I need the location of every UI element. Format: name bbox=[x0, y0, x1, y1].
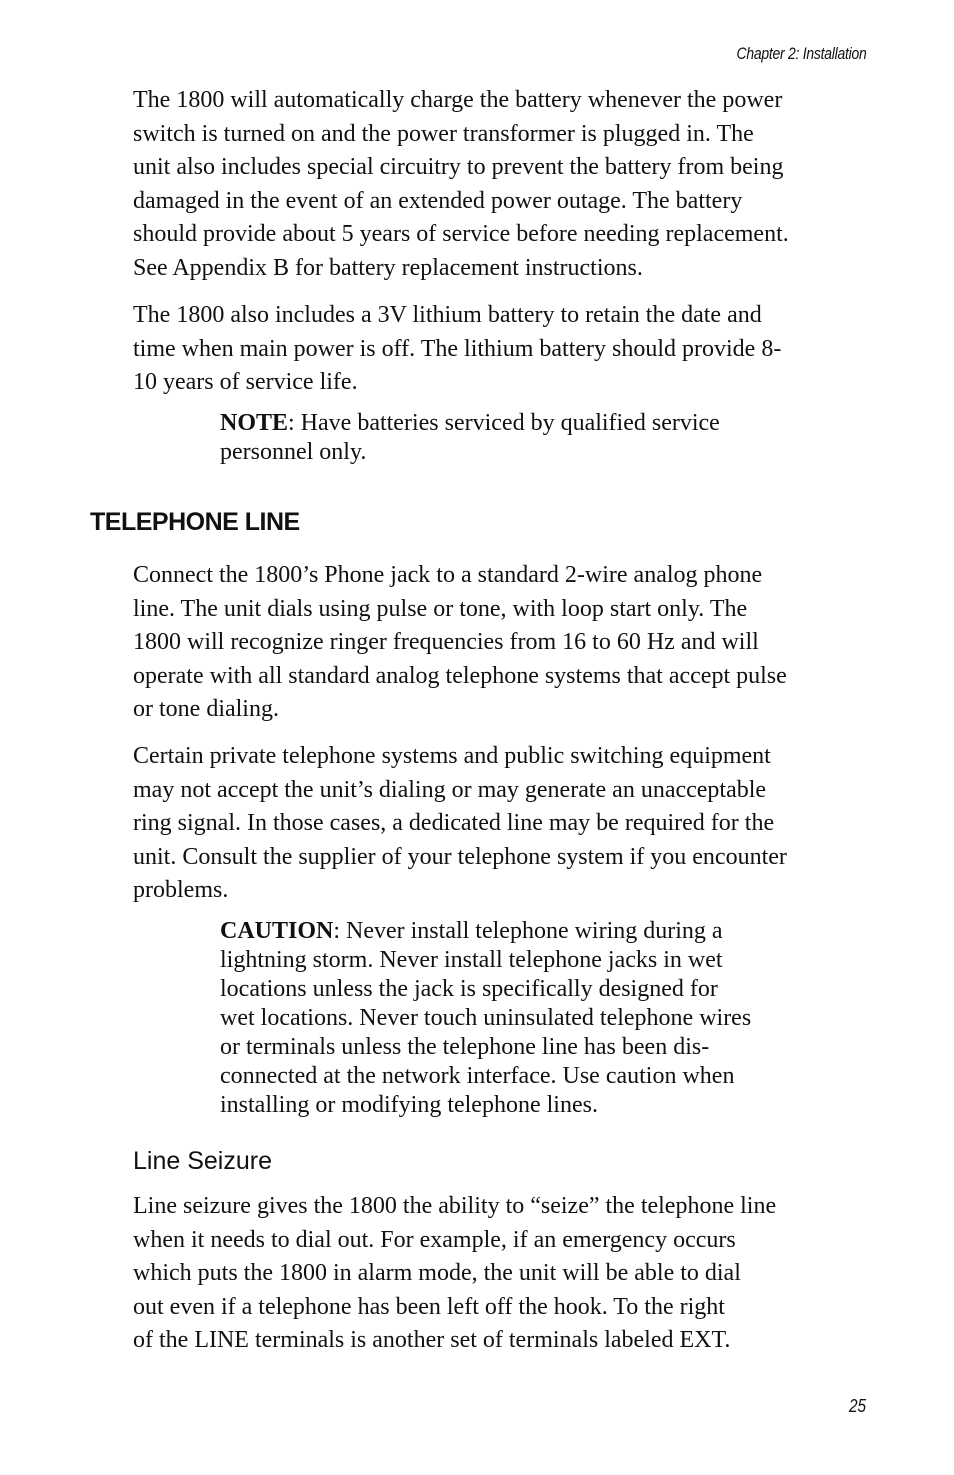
text-line: Connect the 1800’s Phone jack to a standard 2-wire analog phone bbox=[133, 562, 763, 588]
subsection-heading-line-seizure: Line Seizure bbox=[133, 1147, 272, 1175]
text-line: operate with all standard analog telephone systems that accept pulse bbox=[133, 662, 787, 689]
text-line bbox=[220, 409, 820, 438]
text-line: lightning storm. Never install telephone jacks in wet bbox=[220, 947, 723, 973]
section-heading-telephone-line: TELEPHONE LINE bbox=[90, 508, 300, 536]
battery-paragraph-2 bbox=[133, 299, 873, 400]
line-seizure-paragraph bbox=[133, 1190, 873, 1358]
caution-label: CAUTION bbox=[220, 918, 334, 944]
text-line: 1800 will recognize ringer frequencies from 16 to 60 Hz and will bbox=[133, 629, 759, 656]
running-head: Chapter 2: Installation bbox=[736, 44, 866, 63]
text-line bbox=[220, 917, 820, 946]
text-line: connected at the network interface. Use caution when bbox=[220, 1063, 735, 1089]
text-line: when it needs to dial out. For example, if an emergency occurs bbox=[133, 1226, 736, 1253]
text-line: wet locations. Never touch uninsulated telephone wires bbox=[220, 1005, 752, 1031]
page-number: 25 bbox=[848, 1396, 866, 1416]
text-line: installing or modifying telephone lines. bbox=[220, 1092, 598, 1118]
text-line: or tone dialing. bbox=[133, 696, 279, 723]
text-line: 10 years of service life. bbox=[133, 369, 358, 396]
telephone-paragraph-1 bbox=[133, 559, 873, 727]
text-line: Line seizure gives the 1800 the ability to “seize” the telephone line bbox=[133, 1193, 777, 1219]
text-line: time when main power is off. The lithium battery should provide 8- bbox=[133, 335, 782, 362]
note-text: : Have batteries serviced by qualified service bbox=[288, 410, 720, 436]
text-line: The 1800 will automatically charge the battery whenever the power bbox=[133, 87, 783, 113]
caution-text: : Never install telephone wiring during a bbox=[333, 918, 723, 944]
telephone-paragraph-2 bbox=[133, 740, 873, 908]
text-line: problems. bbox=[133, 877, 229, 904]
telephone-caution bbox=[220, 917, 820, 1120]
text-line: Certain private telephone systems and public switching equipment bbox=[133, 743, 771, 769]
text-line: The 1800 also includes a 3V lithium battery to retain the date and bbox=[133, 302, 762, 328]
text-line: locations unless the jack is specifically designed for bbox=[220, 976, 718, 1002]
text-line: unit also includes special circuitry to prevent the battery from being bbox=[133, 154, 784, 181]
text-line: which puts the 1800 in alarm mode, the unit will be able to dial bbox=[133, 1260, 741, 1287]
text-line: switch is turned on and the power transformer is plugged in. The bbox=[133, 120, 754, 147]
text-line: may not accept the unit’s dialing or may generate an unacceptable bbox=[133, 776, 767, 803]
text-line: of the LINE terminals is another set of terminals labeled EXT. bbox=[133, 1327, 731, 1354]
text-line: ring signal. In those cases, a dedicated line may be required for the bbox=[133, 810, 775, 837]
text-line: line. The unit dials using pulse or tone, with loop start only. The bbox=[133, 595, 748, 622]
text-line: See Appendix B for battery replacement instructions. bbox=[133, 254, 643, 281]
text-line: personnel only. bbox=[220, 439, 367, 465]
battery-paragraph-1 bbox=[133, 84, 873, 286]
text-line: out even if a telephone has been left off the hook. To the right bbox=[133, 1293, 725, 1320]
text-line: or terminals unless the telephone line has been dis- bbox=[220, 1034, 710, 1060]
text-line: damaged in the event of an extended power outage. The battery bbox=[133, 187, 743, 214]
battery-note bbox=[220, 409, 820, 467]
note-label: NOTE bbox=[220, 410, 289, 436]
text-line: should provide about 5 years of service before needing replacement. bbox=[133, 221, 789, 248]
text-line: unit. Consult the supplier of your telephone system if you encounter bbox=[133, 843, 787, 870]
